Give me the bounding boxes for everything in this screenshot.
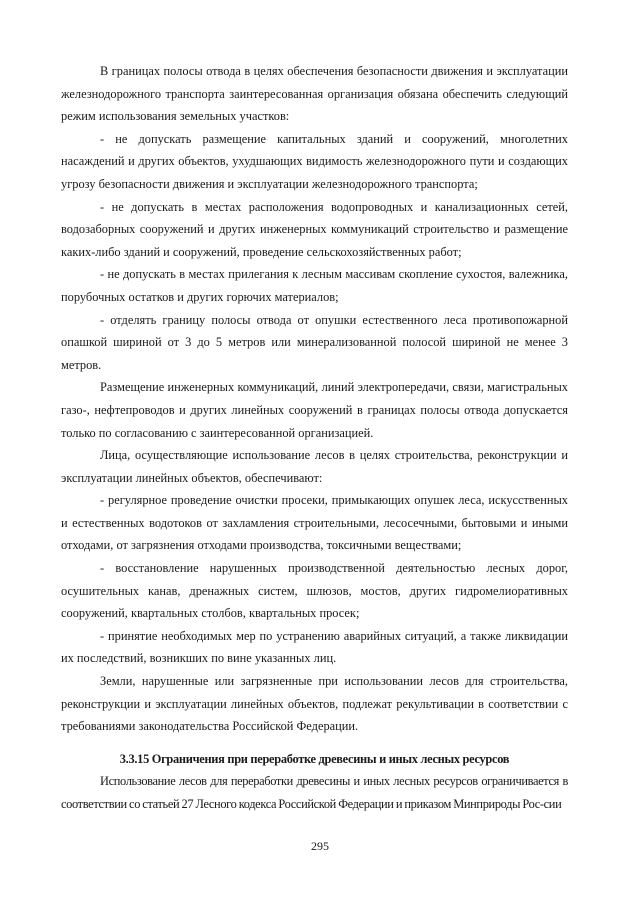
paragraph-processing-restrictions: Использование лесов для переработки древесины и иных лесных ресурсов ограничивается в соответствии со статьей 27 Лесного кодекса Российской Федерации и приказом Минприроды Рос-сии <box>61 774 568 811</box>
document-body <box>61 60 568 816</box>
page-number: 295 <box>311 839 329 853</box>
paragraph-emergency-measures: - принятие необходимых мер по устранению аварийных ситуаций, а также ликвидации их последствий, возникших по вине указанных лиц. <box>61 628 568 666</box>
paragraph-no-capital-buildings: - не допускать размещение капитальных зданий и сооружений, многолетних насаждений и других объектов, ухудшающих видимость железнодорожного пути и создающих угрозу безопасности движения и эксплуатации железнодорожного транспорта; <box>61 131 568 191</box>
paragraph-clearing-maintenance: - регулярное проведение очистки просеки, примыкающих опушек леса, искусственных и естественных водотоков от захламления строительными, лесосечными, бытовыми и иными отходами, от загрязнения отходами производства, токсичными веществами; <box>61 493 568 553</box>
paragraph-firebreak: - отделять границу полосы отвода от опушки естественного леса противопожарной опашкой шириной от 3 до 5 метров или минерализованной полосой шириной не менее 3 метров. <box>61 312 568 372</box>
paragraph-no-deadwood: - не допускать в местах прилегания к лесным массивам скопление сухостоя, валежника, порубочных остатков и других горючих материалов; <box>61 267 568 304</box>
paragraph-land-reclamation: Земли, нарушенные или загрязненные при использовании лесов для строительства, реконструкции и эксплуатации линейных объектов, подлежат рекультивации в соответствии с требованиями законодательства Российской Федерации. <box>61 674 568 734</box>
paragraph-linear-objects-obligations: Лица, осуществляющие использование лесов в целях строительства, реконструкции и эксплуатации линейных объектов, обеспечивают: <box>61 448 568 485</box>
section-heading: 3.3.15 Ограничения при переработке древесины и иных лесных ресурсов <box>119 751 510 766</box>
paragraph-engineering-communications: Размещение инженерных коммуникаций, линий электропередачи, связи, магистральных газо-, нефтепроводов и других линейных сооружений в границах полосы отвода допускается только по согласованию с заинтересованной организацией. <box>61 380 568 440</box>
paragraph-restoration: - восстановление нарушенных производственной деятельностью лесных дорог, осушительных канав, дренажных систем, шлюзов, мостов, других гидромелиоративных сооружений, квартальных столбов, квартальных просек; <box>61 561 568 621</box>
paragraph-right-of-way-regime: В границах полосы отвода в целях обеспечения безопасности движения и эксплуатации железнодорожного транспорта заинтересованная организация обязана обеспечить следующий режим использования земельных участков: <box>61 64 568 124</box>
paragraph-no-utility-construction: - не допускать в местах расположения водопроводных и канализационных сетей, водозаборных сооружений и других инженерных коммуникаций строительство и размещение каких-либо зданий и сооружений, проведение сельскохозяйственных работ; <box>61 199 568 259</box>
